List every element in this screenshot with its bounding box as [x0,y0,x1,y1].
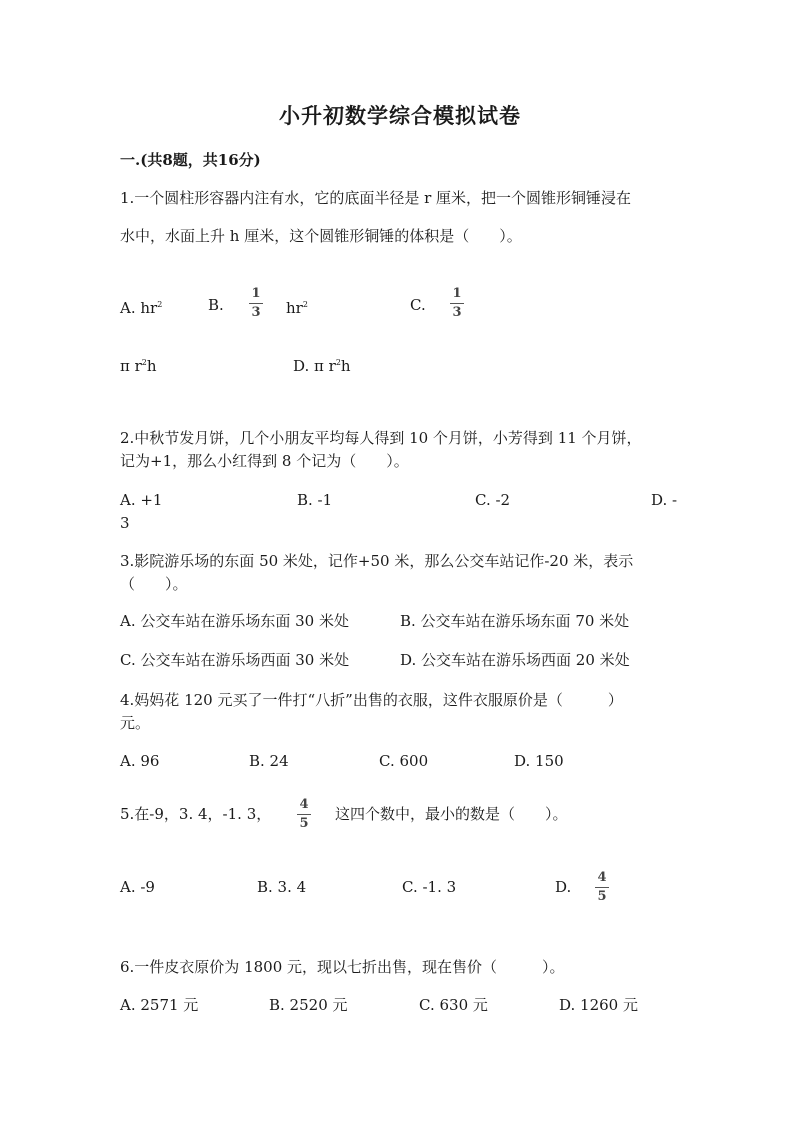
option-c[interactable]: C. 600 [379,752,429,770]
option-b[interactable]: B. 2520 元 [269,996,348,1014]
option-d[interactable]: D. 1260 元 [559,996,638,1014]
option-d[interactable]: D. - [651,491,678,509]
option-a[interactable]: A. -9 [120,878,155,896]
section-header: 一.(共8题，共16分) [120,151,261,169]
option-d[interactable]: D. 150 [514,752,564,770]
option-a[interactable]: A. 公交车站在游乐场东面 30 米处 [120,612,349,630]
question-text: 5.在-9，3. 4，-1. 3， [120,805,272,823]
question-text: 水中，水面上升 h 厘米，这个圆锥形铜锤的体积是（ ）。 [120,227,522,245]
page-title: 小升初数学综合模拟试卷 [279,103,521,128]
question-text: （ ）。 [120,575,188,593]
question-text: 1.一个圆柱形容器内注有水，它的底面半径是 r 厘米，把一个圆锥形铜锤浸在 [120,189,632,207]
fraction: 1 3 [248,287,264,320]
question-text: 2.中秋节发月饼，几个小朋友平均每人得到 10 个月饼，小芳得到 11 个月饼， [120,429,642,447]
option-c-label[interactable]: C. [410,296,426,314]
option-d[interactable]: D. 公交车站在游乐场西面 20 米处 [400,651,630,669]
option-b-text: $hr^2$ [286,299,308,317]
option-a[interactable]: A. +1 [120,491,163,509]
question-text: 6.一件皮衣原价为 1800 元，现以七折出售，现在售价（ ）。 [120,958,565,976]
option-d-label[interactable]: D. [555,878,572,896]
option-c[interactable]: C. -1. 3 [402,878,457,896]
fraction: 4 5 [594,871,610,904]
option-b-label[interactable]: B. [208,296,224,314]
question-text: 元。 [120,714,151,732]
option-d[interactable]: D. π $r^2h$ [293,357,351,375]
option-a[interactable]: A. 96 [120,752,160,770]
option-b[interactable]: B. 3. 4 [257,878,307,896]
option-b[interactable]: B. 24 [249,752,289,770]
option-a[interactable]: A. 2571 元 [120,996,199,1014]
fraction: 4 5 [296,798,312,831]
option-c-text: π $r^2h$ [120,357,157,375]
question-text: 3.影院游乐场的东面 50 米处，记作+50 米，那么公交车站记作-20 米，表示 [120,552,634,570]
option-a[interactable]: A. $hr^2$ [120,299,163,317]
fraction: 1 3 [449,287,465,320]
option-c[interactable]: C. -2 [475,491,511,509]
option-b[interactable]: B. 公交车站在游乐场东面 70 米处 [400,612,630,630]
option-b[interactable]: B. -1 [297,491,333,509]
question-text: 这四个数中，最小的数是（ ）。 [335,805,568,823]
option-c[interactable]: C. 630 元 [419,996,488,1014]
option-c[interactable]: C. 公交车站在游乐场西面 30 米处 [120,651,350,669]
question-text: 记为+1，那么小红得到 8 个记为（ ）。 [120,452,409,470]
option-d-wrap: 3 [120,514,130,532]
question-text: 4.妈妈花 120 元买了一件打“八折”出售的衣服，这件衣服原价是（ ） [120,691,623,709]
